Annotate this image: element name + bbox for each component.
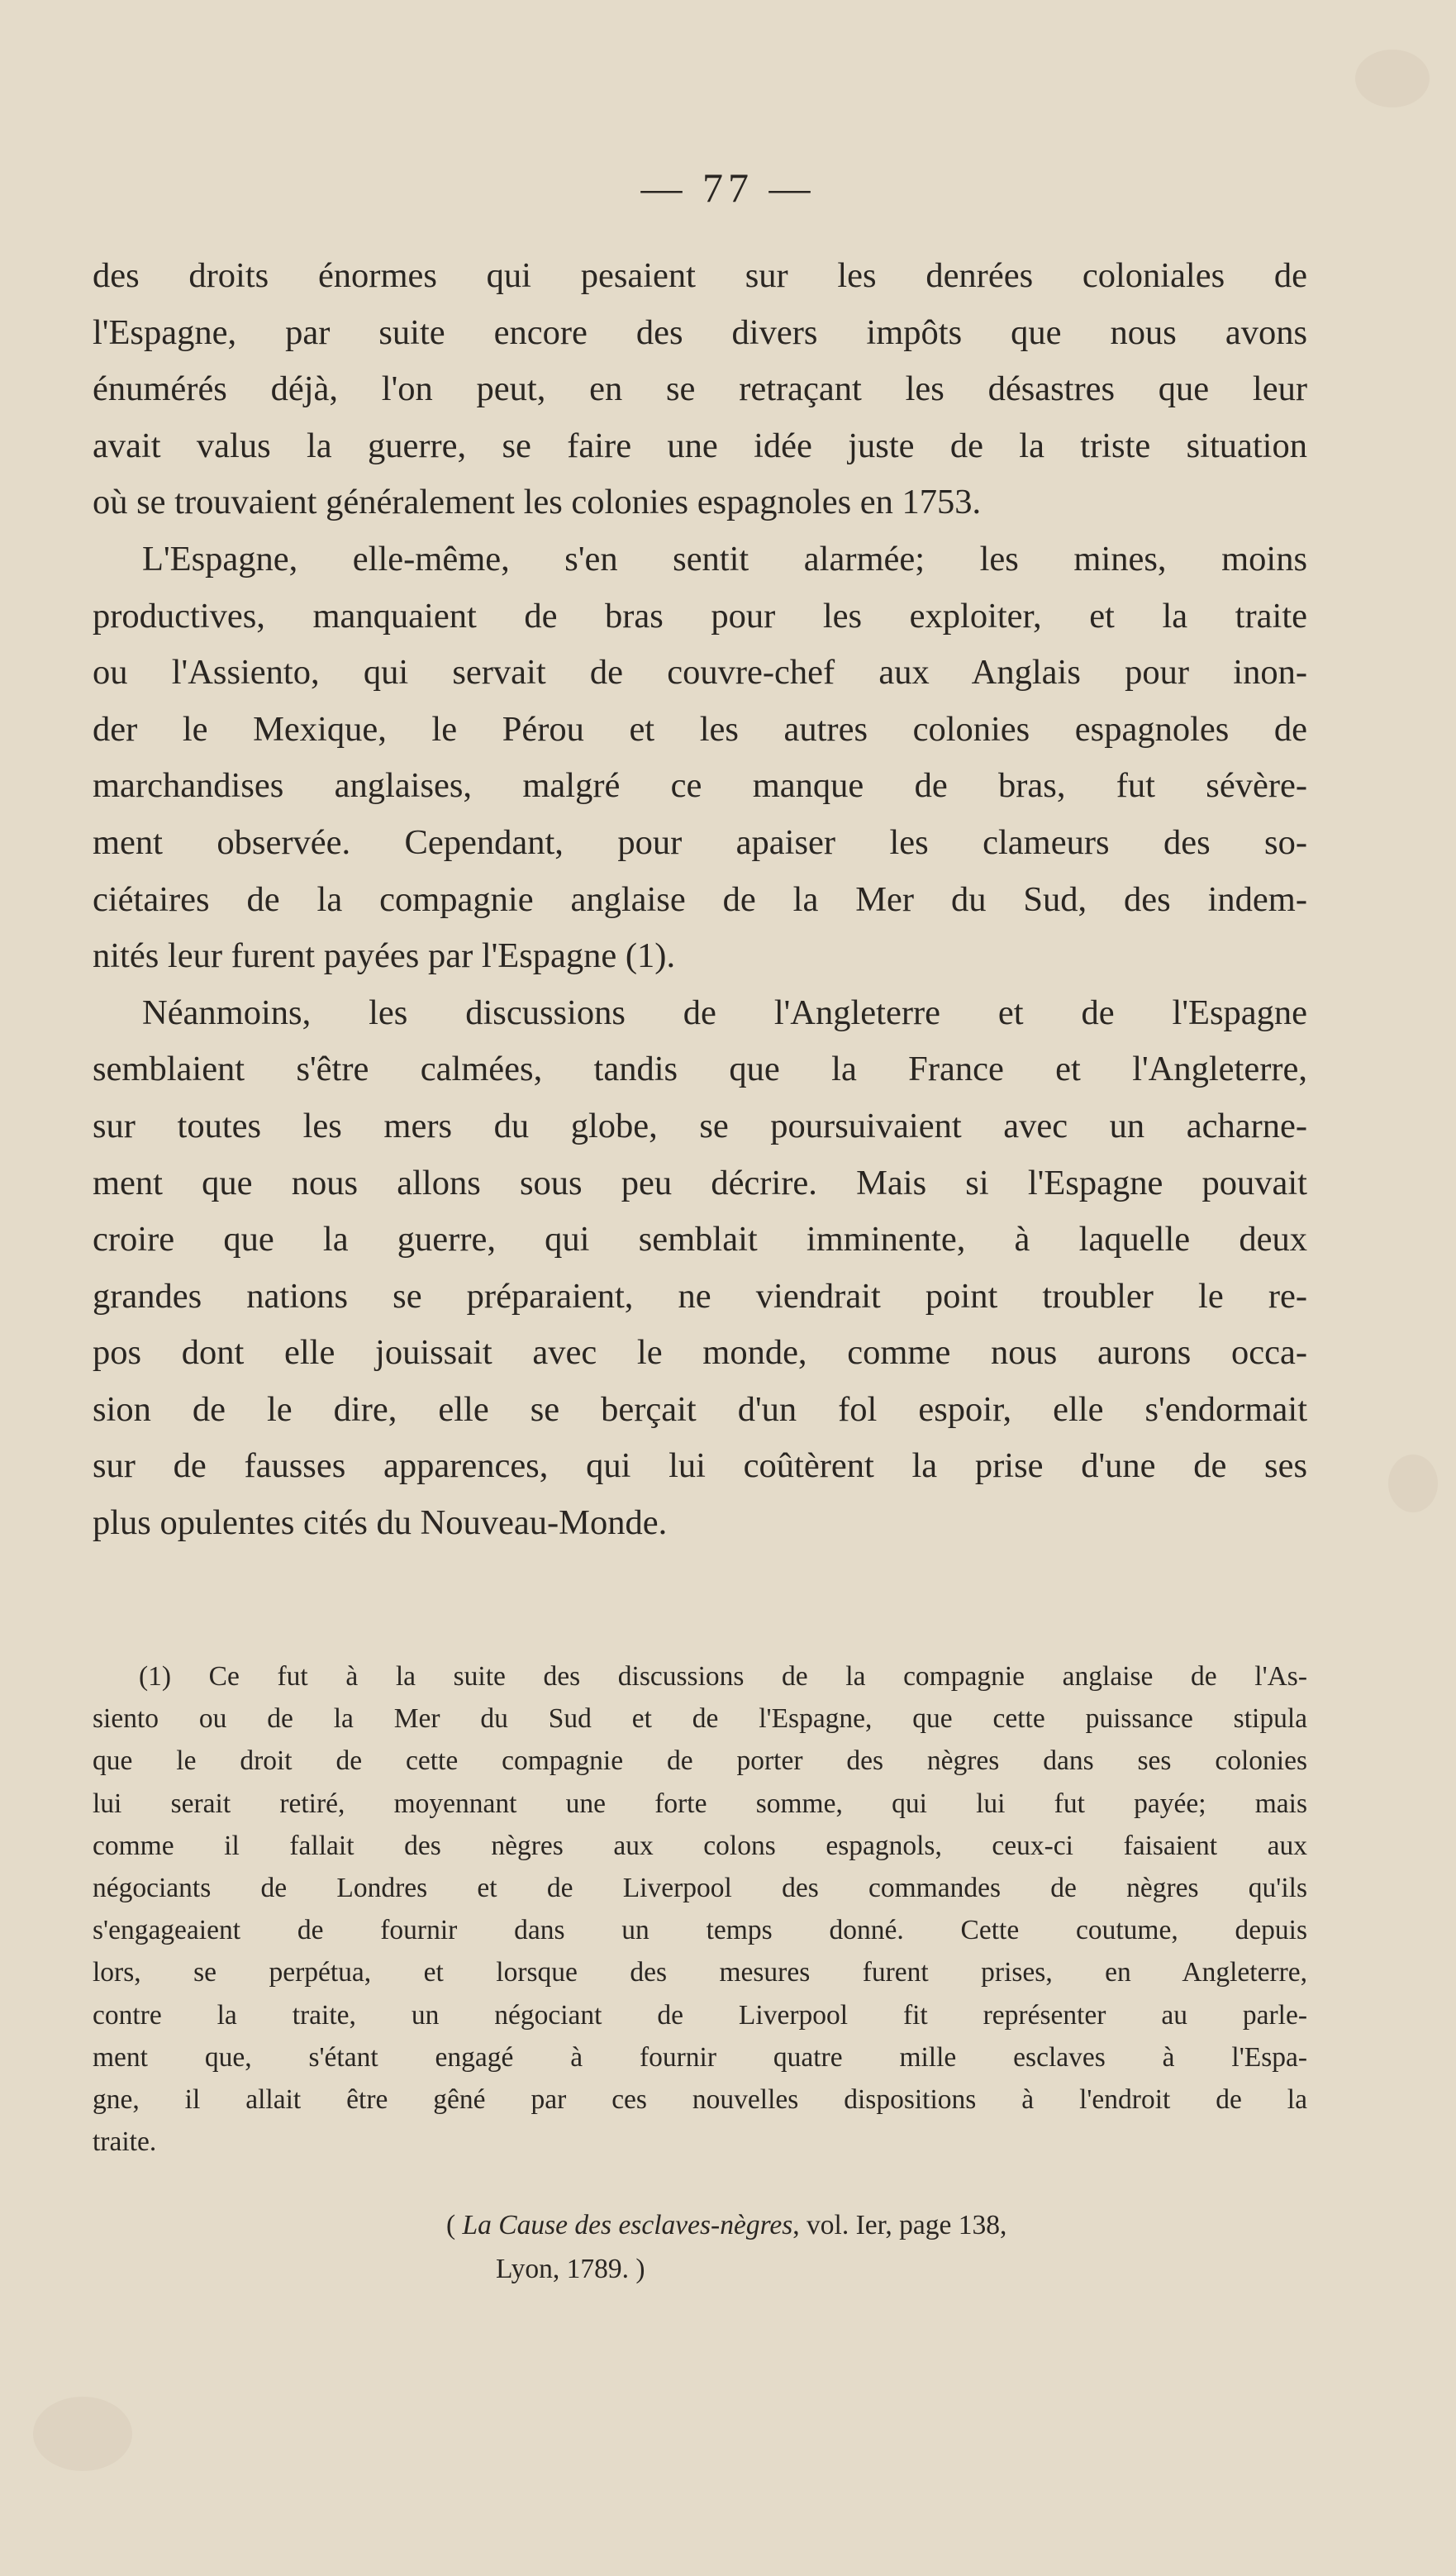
text-line: der le Mexique, le Pérou et les autres colonies espagnoles de (93, 709, 1307, 749)
text-line: nités leur furent payées par l'Espagne (1). (93, 936, 676, 976)
footnote-line: ment que, s'étant engagé à fournir quatre mille esclaves à l'Espa- (93, 2041, 1307, 2073)
footnote-line: que le droit de cette compagnie de porter des nègres dans ses colonies (93, 1745, 1307, 1777)
text-line: ment observée. Cependant, pour apaiser les clameurs des so- (93, 822, 1307, 862)
paper-stain (1355, 50, 1430, 107)
footnote-line: (1) Ce fut à la suite des discussions de la compagnie anglaise de l'As- (139, 1661, 1307, 1692)
footnote-line: contre la traite, un négociant de Liverpool fit représenter au parle- (93, 1999, 1307, 2031)
text-line: sur de fausses apparences, qui lui coûtèrent la prise d'une de ses (93, 1446, 1307, 1486)
footnote-line: lors, se perpétua, et lorsque des mesures furent prises, en Angleterre, (93, 1957, 1307, 1988)
citation-line-2: Lyon, 1789. ) (496, 2254, 645, 2284)
footnote-line: traite. (93, 2126, 157, 2158)
text-line: sur toutes les mers du globe, se poursuivaient avec un acharne- (93, 1106, 1307, 1145)
footnote-line: gne, il allait être gêné par ces nouvelles dispositions à l'endroit de la (93, 2083, 1307, 2115)
text-line: pos dont elle jouissait avec le monde, comme nous aurons occa- (93, 1333, 1307, 1373)
text-line: croire que la guerre, qui semblait imminente, à laquelle deux (93, 1220, 1307, 1259)
text-line: Néanmoins, les discussions de l'Angleterre et de l'Espagne (142, 993, 1307, 1032)
footnote-line: lui serait retiré, moyennant une forte somme, qui lui fut payée; mais (93, 1788, 1307, 1819)
paper-stain (1388, 1455, 1438, 1512)
footnote-line: négociants de Londres et de Liverpool des commandes de nègres qu'ils (93, 1872, 1307, 1903)
main-text (93, 248, 1307, 1552)
footnote-line: siento ou de la Mer du Sud et de l'Espagne, que cette puissance stipula (93, 1703, 1307, 1735)
text-line: avait valus la guerre, se faire une idée juste de la triste situation (93, 426, 1307, 465)
text-line: ciétaires de la compagnie anglaise de la Mer du Sud, des indem- (93, 879, 1307, 919)
paper-stain (33, 2397, 132, 2471)
footnote-line: comme il fallait des nègres aux colons espagnols, ceux-ci faisaient aux (93, 1830, 1307, 1861)
text-line: ment que nous allons sous peu décrire. Mais si l'Espagne pouvait (93, 1163, 1307, 1202)
footnote-citation (446, 2203, 1322, 2291)
text-line: L'Espagne, elle-même, s'en sentit alarmée; les mines, moins (142, 539, 1307, 579)
text-line: des droits énormes qui pesaient sur les denrées coloniales de (93, 256, 1307, 295)
text-line: ou l'Assiento, qui servait de couvre-chef aux Anglais pour inon- (93, 653, 1307, 693)
text-line: marchandises anglaises, malgré ce manque de bras, fut sévère- (93, 766, 1307, 806)
text-line: où se trouvaient généralement les colonies espagnoles en 1753. (93, 483, 982, 522)
text-line: semblaient s'être calmées, tandis que la France et l'Angleterre, (93, 1050, 1307, 1089)
text-line: l'Espagne, par suite encore des divers impôts que nous avons (93, 312, 1307, 352)
text-line: énumérés déjà, l'on peut, en se retraçant les désastres que leur (93, 369, 1307, 409)
footnote-line: s'engageaient de fournir dans un temps donné. Cette coutume, depuis (93, 1915, 1307, 1946)
citation-open: ( (446, 2210, 463, 2240)
citation-title: La Cause des esclaves-nègres (462, 2210, 793, 2240)
text-line: grandes nations se préparaient, ne viendrait point troubler le re- (93, 1276, 1307, 1316)
text-line: sion de le dire, elle se berçait d'un fol espoir, elle s'endormait (93, 1389, 1307, 1429)
text-line: productives, manquaient de bras pour les exploiter, et la traite (93, 596, 1307, 636)
citation-details: , vol. Ier, page 138, (792, 2210, 1007, 2240)
citation-line-1 (446, 2203, 1322, 2247)
text-line: plus opulentes cités du Nouveau-Monde. (93, 1503, 668, 1543)
page-number: — 77 — (640, 164, 816, 211)
footnote (93, 1655, 1307, 2163)
